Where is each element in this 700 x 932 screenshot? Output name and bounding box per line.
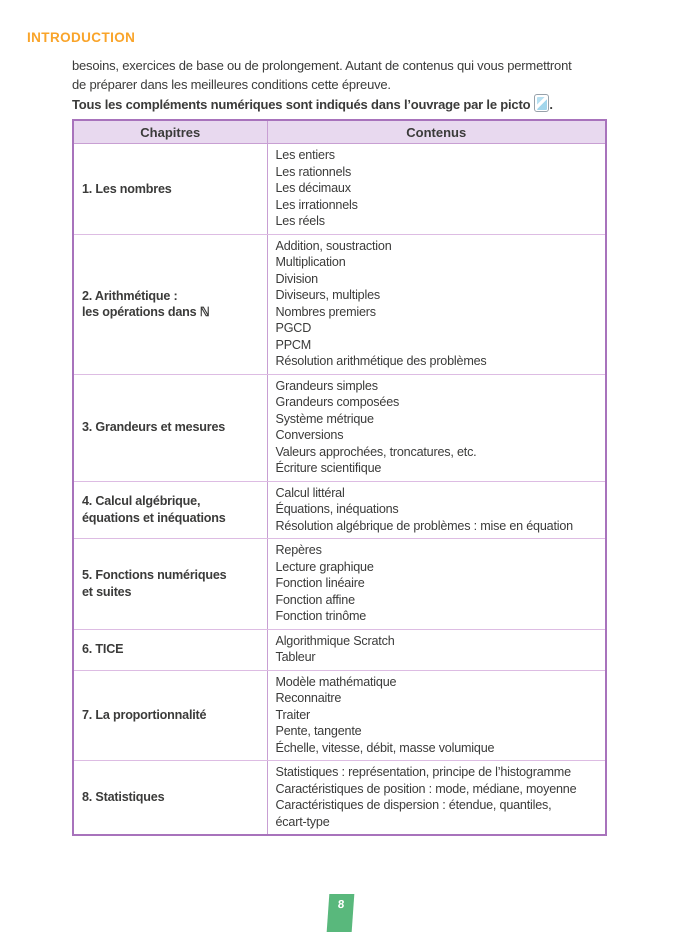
chapter-title-line: les opérations dans ℕ: [82, 305, 210, 319]
content-line: Caractéristiques de position : mode, médiane, moyenne: [275, 781, 577, 796]
tablet-screen: [537, 97, 547, 110]
table-header-row: [73, 120, 606, 144]
contents-cell: [267, 629, 606, 670]
contents-cell: [267, 234, 606, 374]
content-line: Résolution arithmétique des problèmes: [275, 354, 487, 368]
content-line: PGCD: [275, 321, 312, 335]
table-row: [73, 539, 606, 630]
table-row: [73, 481, 606, 539]
content-line: Pente, tangente: [275, 724, 362, 738]
intro-paragraph: [72, 57, 572, 115]
content-line: Fonction trinôme: [275, 609, 367, 623]
content-line: Les décimaux: [275, 181, 351, 195]
content-line: Tableur: [275, 650, 316, 664]
content-line: Grandeurs composées: [275, 395, 400, 409]
content-line: Résolution algébrique de problèmes : mise en équation: [275, 518, 573, 533]
contents-cell: [267, 670, 606, 761]
content-line: Reconnaitre: [275, 691, 342, 705]
intro-line-2: de préparer dans les meilleures conditions cette épreuve.: [72, 76, 391, 92]
chapter-cell: [73, 761, 267, 836]
content-line: Les réels: [275, 214, 325, 228]
content-line: Addition, soustraction: [275, 238, 392, 253]
content-line: Caractéristiques de dispersion : étendue, quantiles,: [275, 798, 552, 812]
content-line: Les entiers: [275, 148, 335, 162]
chapter-title-line: 4. Calcul algébrique,: [82, 494, 201, 509]
chapter-cell: [73, 234, 267, 374]
chapter-title-line: 7. La proportionnalité: [82, 708, 207, 722]
intro-bold-line: [72, 94, 572, 115]
table-row: [73, 761, 606, 836]
contents-cell: [267, 144, 606, 235]
chapter-cell: [73, 629, 267, 670]
content-line: Division: [275, 271, 318, 286]
content-line: Algorithmique Scratch: [275, 633, 395, 648]
content-line: Modèle mathématique: [275, 674, 397, 689]
column-header-chapitres: Chapitres: [73, 120, 267, 144]
chapter-title-line: 3. Grandeurs et mesures: [82, 420, 226, 435]
content-line: Les rationnels: [275, 164, 352, 179]
section-heading: INTRODUCTION: [27, 30, 136, 45]
table-row: [73, 670, 606, 761]
content-line: Fonction linéaire: [275, 576, 365, 590]
content-line: Valeurs approchées, troncatures, etc.: [275, 444, 477, 459]
chapter-cell: [73, 670, 267, 761]
content-line: Statistiques : représentation, principe de l’histogramme: [275, 765, 571, 779]
content-line: Calcul littéral: [275, 485, 345, 500]
intro-bold-text: Tous les compléments numériques sont indiqués dans l’ouvrage par le picto: [72, 97, 531, 112]
content-line: PPCM: [275, 337, 312, 352]
content-line: Traiter: [275, 707, 311, 722]
chapter-cell: [73, 374, 267, 481]
tablet-icon: [534, 94, 549, 112]
chapter-title-line: 6. TICE: [82, 642, 124, 657]
contents-cell: [267, 481, 606, 539]
contents-cell: [267, 374, 606, 481]
content-line: Fonction affine: [275, 592, 355, 607]
content-line: Nombres premiers: [275, 304, 376, 319]
content-line: Grandeurs simples: [275, 378, 378, 393]
chapter-title-line: 1. Les nombres: [82, 181, 172, 196]
chapter-cell: [73, 144, 267, 235]
chapter-title-line: et suites: [82, 584, 132, 599]
content-line: Équations, inéquations: [275, 502, 399, 516]
content-line: Écriture scientifique: [275, 461, 382, 475]
chapter-title-line: 2. Arithmétique :: [82, 288, 178, 303]
content-line: Conversions: [275, 428, 344, 442]
chapter-title-line: 8. Statistiques: [82, 790, 165, 805]
contents-cell: [267, 539, 606, 630]
table-row: [73, 234, 606, 374]
intro-line-1: besoins, exercices de base ou de prolongement. Autant de contenus qui vous permettront: [72, 58, 572, 73]
column-header-contenus: Contenus: [267, 120, 606, 144]
chapter-cell: [73, 539, 267, 630]
content-line: Échelle, vitesse, débit, masse volumique: [275, 740, 495, 755]
page-number-badge: [327, 894, 355, 932]
content-line: Repères: [275, 543, 322, 557]
page-number: 8: [337, 899, 345, 911]
content-line: Multiplication: [275, 255, 346, 269]
chapter-title-line: équations et inéquations: [82, 510, 226, 525]
content-line: Système métrique: [275, 411, 374, 426]
content-line: Lecture graphique: [275, 559, 374, 574]
table-row: [73, 629, 606, 670]
content-line: Diviseurs, multiples: [275, 288, 380, 302]
table-row: [73, 374, 606, 481]
content-line: Les irrationnels: [275, 197, 358, 212]
table-row: [73, 144, 606, 235]
chapters-table-body: [73, 144, 606, 836]
contents-cell: [267, 761, 606, 836]
intro-bold-suffix: .: [549, 97, 553, 112]
chapter-title-line: 5. Fonctions numériques: [82, 568, 227, 583]
chapter-cell: [73, 481, 267, 539]
chapters-table: [72, 119, 607, 836]
content-line: écart-type: [275, 814, 330, 829]
